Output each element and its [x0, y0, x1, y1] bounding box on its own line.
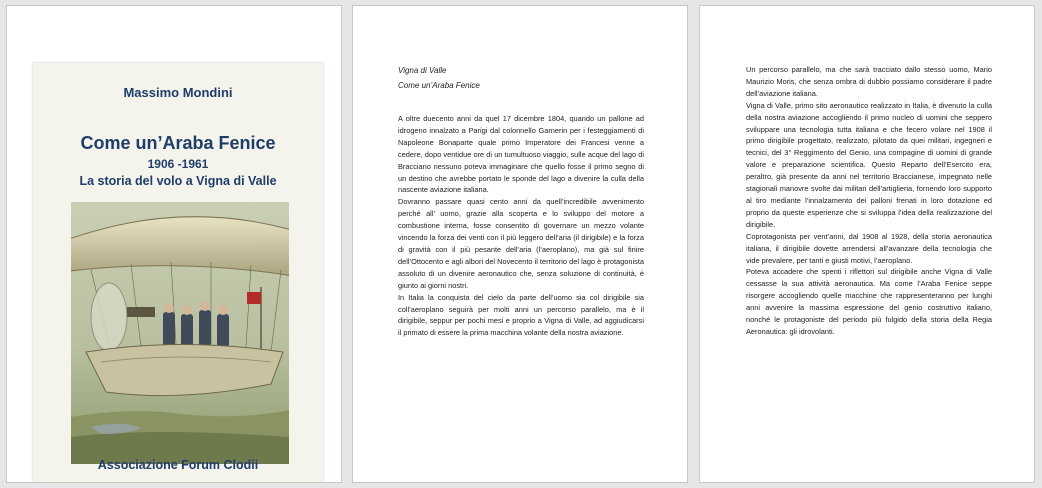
heading-line-2: Come un’Araba Fenice [398, 81, 480, 90]
paragraph: Un percorso parallelo, ma che sarà tracciato dallo stesso uomo, Mario Maurizio Moris, che senza ombra di dubbio possiamo considerare il padre dell’aviazione italiana. [746, 65, 992, 98]
cover-publisher: Associazione Forum Clodii [97, 458, 259, 472]
paragraph: In Italia la conquista del cielo da parte dell’uomo sia col dirigibile sia coll’aeroplano seguirà per molti anni un percorso parallelo, ma è il dirigibile, seppur per pochi mesi e proprio a Vigna di Valle, ad aggiudicarsi il primato di essere la prima macchina volante della nostra aviazione. [398, 292, 644, 338]
page2-heading [398, 63, 480, 93]
airship-illustration [71, 202, 289, 464]
page2-body [398, 113, 644, 339]
cover-author: Massimo Mondini [123, 85, 233, 100]
paragraph: Dovranno passare quasi cento anni da quell’incredibile avvenimento perché all’ uomo, grazie alla scoperta e lo sviluppo del motore a combustione interna, fosse consentito di governare un mezzo volante vincendo la forza dei venti con il più leggero dell’aria (il dirigibile) e la forza di gravità con il più pesante dell’aria (l’aeroplano), ma già sul finire dell’Ottocento e agli albori del Novecento il territorio del lago è protagonista assoluto di un divenire aeronautico che, senza soluzione di continuità, è giunto ai giorni nostri. [398, 197, 644, 290]
paragraph: A oltre duecento anni da quel 17 dicembre 1804, quando un pallone ad idrogeno innalzato a Parigi dal colonnello Garnerin per i festeggiamenti di Napoleone Bonaparte quale primo Imperatore dei Francesi venne a cedere, dopo ventidue ore di un tumultuoso viaggio, sulle acque del lago di Bracciano nessuno poteva immaginare che quello fosse il primo segno di un destino che avrebbe portato le sponde del lago a divenire la culla della nascente aviazione italiana. [398, 114, 644, 195]
page3-body [746, 64, 992, 338]
book-cover [33, 63, 323, 483]
cover-subtitle: La storia del volo a Vigna di Valle [79, 174, 277, 188]
paragraph[interactable]: Vigna di Valle, primo sito aeronautico realizzato in Italia, è divenuto la culla della nostra aviazione accogliendo il primo nucleo di uomini che seppero sviluppare una tecnologia tutta italiana e che fecero volare nel 1908 il primo dirigibile progettato, realizzato, pilotato da quei militari, ingegneri e tecnici, del 3° Reggimento del Genio, una compagine di uomini di grande valore e preparazione scientifica. Questo Reparto dell’Esercito era, peraltro, già presente da anni nel territorio Braccianese, impegnato nelle stagionali manovre svolte dai militari dell’artiglieria, fornendo loro supporto al tiro mediante l’innalzamento dei palloni frenati in loro dotazione ed proprio da queste esperienze che si sviluppa l’idea della realizzazione del dirigibile. [746, 100, 992, 229]
document-page-2 [352, 5, 688, 483]
document-page-1 [6, 5, 342, 483]
heading-line-1: Vigna di Valle [398, 66, 447, 75]
cover-years: 1906 -1961 [147, 157, 209, 171]
cover-title: Come un’Araba Fenice [80, 133, 276, 153]
document-page-3 [699, 5, 1035, 483]
paragraph: Coprotagonista per vent’anni, dal 1908 al 1928, della storia aeronautica italiana, il dirigibile dovette arrendersi all’avanzare della tecnologia che vide prevalere, per tanti e giusti motivi, l’aeroplano. [746, 231, 992, 265]
paragraph: Poteva accadere che spenti i riflettori sul dirigibile anche Vigna di Valle cessasse la sua attività aeronautica. Ma come l’Araba Fenice seppe risorgere accogliendo quelle macchine che rappresenteranno per lunghi anni avvenire la massima espressione del genio costruttivo italiano, nonché le protagoniste del periodo più fulgido della storia della Regia Aeronautica: gli idrovolanti. [746, 267, 992, 336]
